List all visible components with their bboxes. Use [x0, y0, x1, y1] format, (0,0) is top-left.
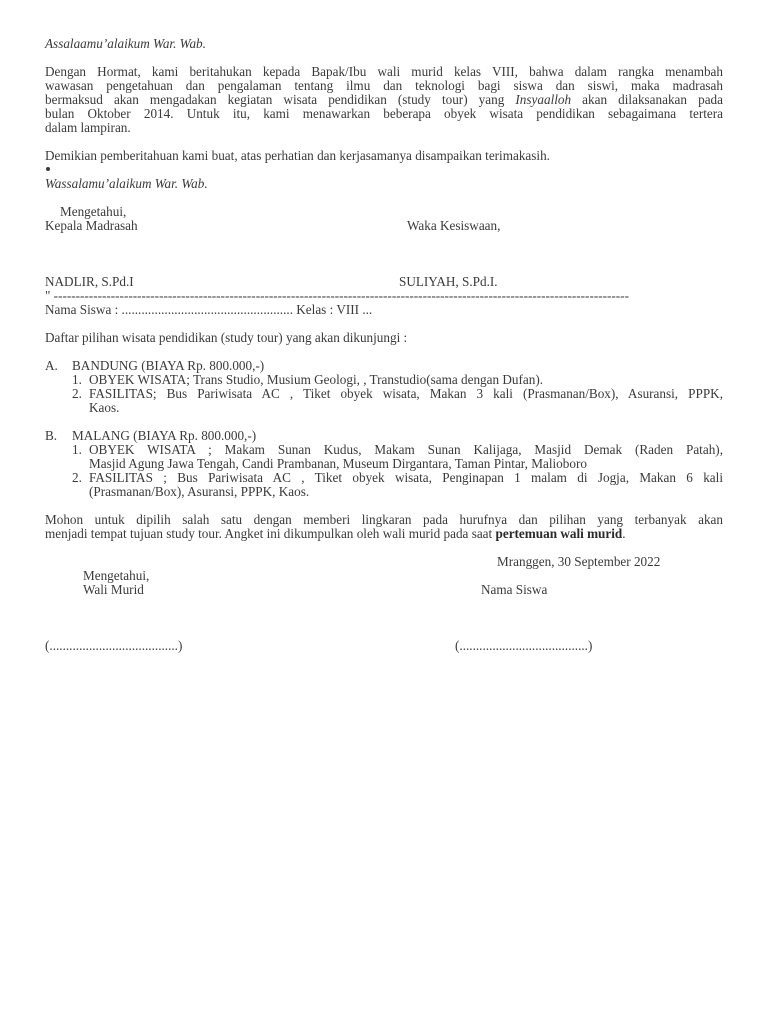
item-line: Masjid Agung Jawa Tengah, Candi Prambanan, Museum Dirgantara, Taman Pintar, Malioboro: [89, 456, 587, 471]
item-text: [89, 443, 723, 471]
kepala-title: Kepala Madrasah: [45, 218, 138, 233]
instruction-emphasis: pertemuan wali murid: [495, 526, 623, 541]
item-number: 2.: [72, 386, 82, 401]
intro-line: bermaksud akan mengadakan kegiatan wisata pendidikan (study tour) yang Insyaalloh akan dilaksanakan pada: [45, 92, 723, 107]
item-text: [89, 387, 723, 415]
option-title: BANDUNG (BIAYA Rp. 800.000,-): [72, 358, 265, 373]
place-date: Mranggen, 30 September 2022: [497, 554, 661, 569]
left-signature-blank: (.......................................): [45, 638, 183, 653]
kepala-name: NADLIR, S.Pd.I: [45, 274, 134, 289]
item-line: Kaos.: [89, 400, 120, 415]
option-title: MALANG (BIAYA Rp. 800.000,-): [72, 428, 257, 443]
list-intro: Daftar pilihan wisata pendidikan (study tour) yang akan dikunjungi :: [45, 330, 408, 345]
intro-line: bulan Oktober 2014. Untuk itu, kami menawarkan beberapa obyek wisata pendidikan sebagaimana tertera: [45, 106, 723, 121]
greeting-open: Assalaamu’alaikum War. Wab.: [45, 36, 206, 51]
closing-text: Demikian pemberitahuan kami buat, atas perhatian dan kerjasamanya disampaikan terimakasih.: [45, 148, 550, 163]
item-number: 2.: [72, 470, 82, 485]
item-number: 1.: [72, 442, 82, 457]
wali-title: Wali Murid: [83, 582, 144, 597]
item-line: OBYEK WISATA; Trans Studio, Musium Geologi, , Transtudio(sama dengan Dufan).: [89, 372, 544, 387]
mengetahui-label: Mengetahui,: [60, 204, 127, 219]
siswa-title: Nama Siswa: [481, 582, 548, 597]
mengetahui-label: Mengetahui,: [83, 568, 150, 583]
right-signature-blank: (.......................................): [455, 638, 593, 653]
greeting-close: Wassalamu’alaikum War. Wab.: [45, 176, 208, 191]
waka-name: SULIYAH, S.Pd.I.: [399, 274, 498, 289]
item-text: [89, 471, 723, 499]
waka-title: Waka Kesiswaan,: [407, 218, 501, 233]
instruction-line: Mohon untuk dipilih salah satu dengan memberi lingkaran pada hurufnya dan pilihan yang terbanyak akan: [45, 512, 723, 527]
intro-line: dalam lampiran.: [45, 120, 131, 135]
intro-line: Dengan Hormat, kami beritahukan kepada Bapak/Ibu wali murid kelas VIII, bahwa dalam rangka menambah: [45, 64, 723, 79]
cut-line: " -----------------------------------------------------------------------------------------------------------------------------------: [45, 289, 629, 303]
instruction-paragraph: [45, 513, 723, 541]
item-number: 1.: [72, 372, 82, 387]
intro-line: wawasan pengetahuan dan pengalaman tentang ilmu dan teknologi bagi siswa dan siswi, maka madrasah: [45, 78, 723, 93]
item-line: OBYEK WISATA ; Makam Sunan Kudus, Makam Sunan Kalijaga, Masjid Demak (Raden Patah),: [89, 442, 723, 457]
item-line: FASILITAS ; Bus Pariwisata AC , Tiket obyek wisata, Penginapan 1 malam di Jogja, Makan 6 kali: [89, 470, 723, 485]
item-line: FASILITAS; Bus Pariwisata AC , Tiket obyek wisata, Makan 3 kali (Prasmanan/Box), Asuransi, PPPK,: [89, 386, 723, 401]
item-line: (Prasmanan/Box), Asuransi, PPPK, Kaos.: [89, 484, 310, 499]
instruction-line: menjadi tempat tujuan study tour. Angket ini dikumpulkan oleh wali murid pada saat pertemuan wali murid.: [45, 526, 626, 541]
option-letter: A.: [45, 358, 58, 373]
student-line: Nama Siswa : .................................................... Kelas : VIII ...: [45, 302, 373, 317]
option-letter: B.: [45, 428, 58, 443]
intro-paragraph: [45, 65, 723, 135]
bullet-mark: [46, 167, 50, 171]
